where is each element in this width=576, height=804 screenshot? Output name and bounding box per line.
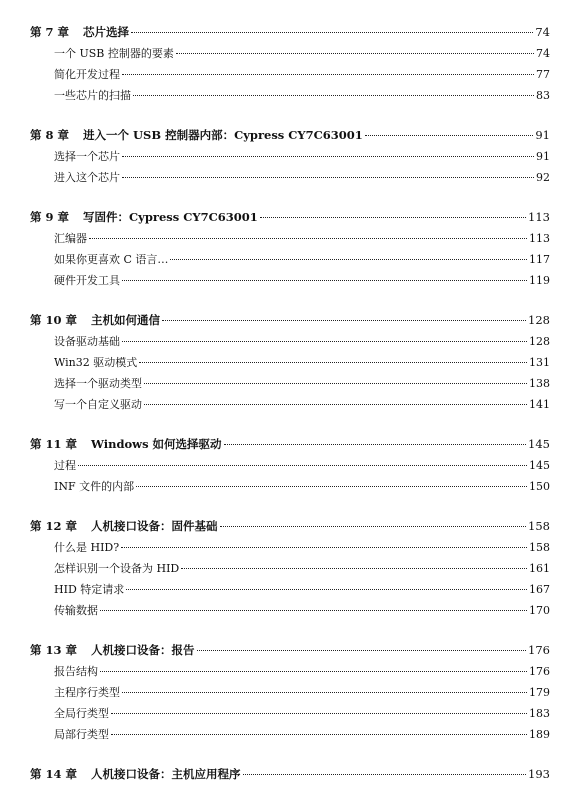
section-entry[interactable]	[30, 724, 550, 745]
section-entry[interactable]	[30, 352, 550, 373]
section-entry[interactable]	[30, 476, 550, 497]
chapter-title: 人机接口设备：固件基础	[91, 519, 218, 533]
page-number: 145	[529, 459, 550, 472]
page-number: 113	[528, 210, 550, 224]
chapter-title: 写固件：Cypress CY7C63001	[83, 210, 258, 224]
dot-leader	[224, 444, 527, 445]
chapter-block	[30, 640, 550, 745]
dot-leader	[162, 320, 526, 321]
section-entry[interactable]	[30, 249, 550, 270]
dot-leader	[111, 713, 527, 714]
dot-leader	[133, 95, 534, 96]
dot-leader	[126, 589, 527, 590]
chapter-heading[interactable]	[30, 640, 550, 661]
page-number: 183	[529, 707, 550, 720]
chapter-heading[interactable]	[30, 207, 550, 228]
dot-leader	[136, 486, 527, 487]
chapter-title: 进入一个 USB 控制器内部：Cypress CY7C63001	[83, 128, 363, 142]
chapter-title: 芯片选择	[83, 25, 130, 39]
section-entry[interactable]	[30, 455, 550, 476]
dot-leader	[121, 547, 527, 548]
section-title: 简化开发过程	[54, 68, 120, 81]
chapter-number: 第 7 章	[30, 25, 70, 39]
section-entry[interactable]	[30, 537, 550, 558]
chapter-heading[interactable]	[30, 434, 550, 455]
dot-leader	[111, 734, 527, 735]
page-number: 74	[535, 25, 550, 39]
section-title: INF 文件的内部	[54, 480, 135, 493]
dot-leader	[122, 177, 534, 178]
page-number: 77	[536, 68, 550, 81]
page-number: 158	[529, 541, 550, 554]
section-title: 传输数据	[54, 604, 98, 617]
dot-leader	[78, 465, 527, 466]
page-number: 161	[529, 562, 550, 575]
section-title: HID 特定请求	[54, 583, 125, 596]
dot-leader	[197, 650, 527, 651]
chapter-block	[30, 764, 550, 785]
chapter-block	[30, 207, 550, 291]
dot-leader	[122, 692, 527, 693]
chapter-heading[interactable]	[30, 125, 550, 146]
chapter-heading[interactable]	[30, 310, 550, 331]
page-number: 128	[529, 335, 550, 348]
page-number: 92	[536, 171, 550, 184]
dot-leader	[100, 671, 527, 672]
page-number: 131	[529, 356, 550, 369]
page-number: 74	[536, 47, 550, 60]
section-title: 汇编器	[54, 232, 87, 245]
dot-leader	[220, 526, 527, 527]
section-entry[interactable]	[30, 373, 550, 394]
page-number: 83	[536, 89, 550, 102]
section-title: 怎样识别一个设备为 HID	[54, 562, 180, 575]
chapter-number: 第 10 章	[30, 313, 78, 327]
page-number: 167	[529, 583, 550, 596]
chapter-block	[30, 22, 550, 106]
page-number: 189	[529, 728, 550, 741]
dot-leader	[176, 53, 534, 54]
section-entry[interactable]	[30, 43, 550, 64]
section-entry[interactable]	[30, 394, 550, 415]
section-title: 一些芯片的扫描	[54, 89, 131, 102]
chapter-title: Windows 如何选择驱动	[91, 437, 222, 451]
section-title: 全局行类型	[54, 707, 109, 720]
page-number: 91	[536, 150, 550, 163]
section-title: 主程序行类型	[54, 686, 120, 699]
section-title: 设备驱动基础	[54, 335, 120, 348]
dot-leader	[122, 156, 534, 157]
page-number: 113	[529, 232, 550, 245]
section-title: 进入这个芯片	[54, 171, 120, 184]
page-number: 193	[528, 767, 550, 781]
dot-leader	[122, 341, 527, 342]
page-number: 128	[528, 313, 550, 327]
page-number: 138	[529, 377, 550, 390]
page-number: 176	[529, 665, 550, 678]
section-entry[interactable]	[30, 85, 550, 106]
dot-leader	[122, 280, 527, 281]
dot-leader	[100, 610, 527, 611]
section-title: 硬件开发工具	[54, 274, 120, 287]
section-title: Win32 驱动模式	[54, 356, 138, 369]
page-number: 145	[528, 437, 550, 451]
chapter-block	[30, 125, 550, 188]
chapter-title: 主机如何通信	[91, 313, 161, 327]
section-entry[interactable]	[30, 167, 550, 188]
section-entry[interactable]	[30, 558, 550, 579]
section-title: 选择一个芯片	[54, 150, 120, 163]
section-title: 报告结构	[54, 665, 98, 678]
page-number: 176	[528, 643, 550, 657]
section-entry[interactable]	[30, 64, 550, 85]
section-title: 选择一个驱动类型	[54, 377, 142, 390]
chapter-title: 人机接口设备：主机应用程序	[91, 767, 241, 781]
section-entry[interactable]	[30, 682, 550, 703]
chapter-heading[interactable]	[30, 764, 550, 785]
page-number: 170	[529, 604, 550, 617]
section-entry[interactable]	[30, 270, 550, 291]
chapter-number: 第 13 章	[30, 643, 78, 657]
chapter-title: 人机接口设备：报告	[91, 643, 195, 657]
dot-leader	[89, 238, 527, 239]
dot-leader	[243, 774, 527, 775]
chapter-number: 第 8 章	[30, 128, 70, 142]
section-entry[interactable]	[30, 600, 550, 621]
table-of-contents	[30, 22, 550, 804]
chapter-number: 第 12 章	[30, 519, 78, 533]
dot-leader	[181, 568, 527, 569]
section-entry[interactable]	[30, 331, 550, 352]
section-entry[interactable]	[30, 703, 550, 724]
dot-leader	[170, 259, 527, 260]
section-title: 如果你更喜欢 C 语言…	[54, 253, 169, 266]
dot-leader	[131, 32, 533, 33]
dot-leader	[260, 217, 526, 218]
chapter-block	[30, 310, 550, 415]
dot-leader	[365, 135, 534, 136]
chapter-block	[30, 516, 550, 621]
page-number: 91	[535, 128, 550, 142]
dot-leader	[122, 74, 534, 75]
section-title: 写一个自定义驱动	[54, 398, 142, 411]
dot-leader	[144, 383, 527, 384]
page-number: 119	[529, 274, 550, 287]
chapter-number: 第 11 章	[30, 437, 78, 451]
section-title: 过程	[54, 459, 76, 472]
section-entry[interactable]	[30, 661, 550, 682]
section-title: 局部行类型	[54, 728, 109, 741]
chapter-heading[interactable]	[30, 516, 550, 537]
section-entry[interactable]	[30, 146, 550, 167]
section-title: 什么是 HID?	[54, 541, 120, 554]
page-number: 179	[529, 686, 550, 699]
dot-leader	[139, 362, 527, 363]
chapter-block	[30, 434, 550, 497]
chapter-number: 第 14 章	[30, 767, 78, 781]
page-number: 150	[529, 480, 550, 493]
page-number: 158	[528, 519, 550, 533]
chapter-number: 第 9 章	[30, 210, 70, 224]
page-number: 117	[529, 253, 550, 266]
section-entry[interactable]	[30, 228, 550, 249]
section-entry[interactable]	[30, 579, 550, 600]
dot-leader	[144, 404, 527, 405]
page-number: 141	[529, 398, 550, 411]
chapter-heading[interactable]	[30, 22, 550, 43]
section-title: 一个 USB 控制器的要素	[54, 47, 174, 60]
